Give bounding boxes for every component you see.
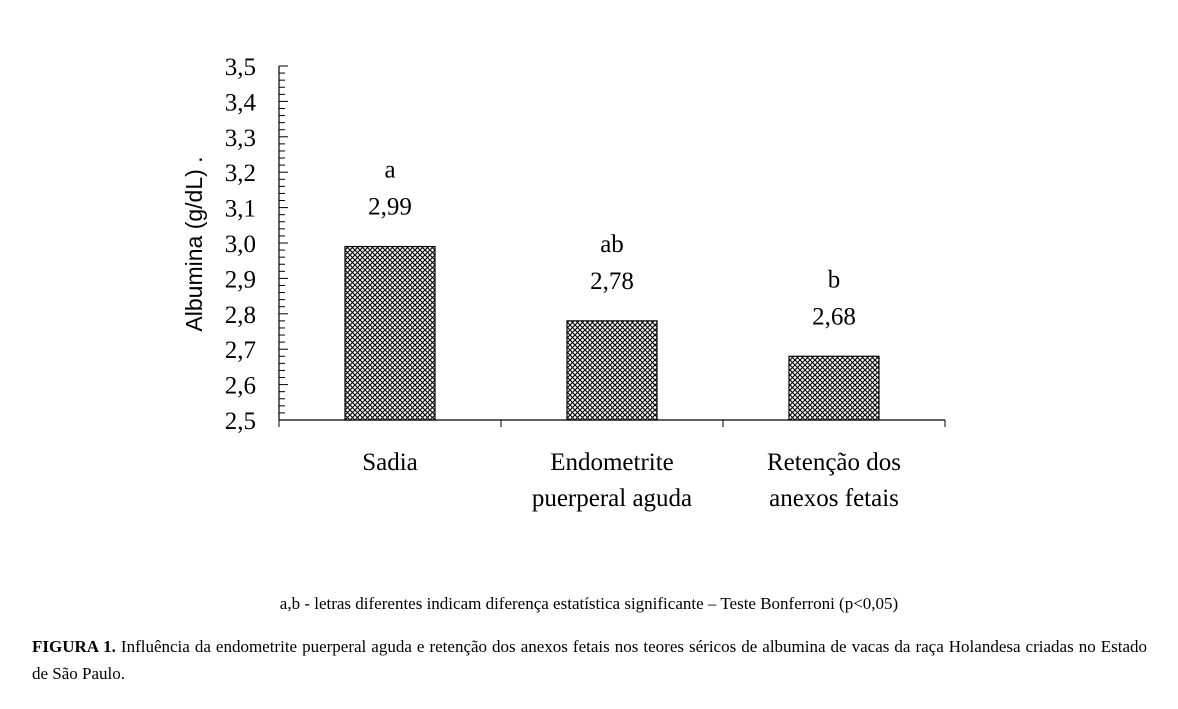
caption-label: FIGURA 1. bbox=[32, 637, 116, 656]
y-tick-label: 2,6 bbox=[224, 372, 256, 400]
y-tick-label: 3,3 bbox=[224, 124, 256, 152]
y-tick-label: 3,0 bbox=[224, 231, 256, 258]
y-tick-label: 2,7 bbox=[224, 337, 256, 365]
x-category-label: Retenção dos bbox=[767, 449, 901, 476]
footnote: a,b - letras diferentes indicam diferença estatística significante – Teste Bonferroni (p<0,05) bbox=[279, 594, 899, 613]
x-category-label: Sadia bbox=[362, 449, 418, 476]
figure-caption bbox=[32, 633, 1147, 687]
data-labels bbox=[368, 157, 856, 331]
x-category-label: puerperal aguda bbox=[531, 485, 693, 512]
y-tick-label: 3,2 bbox=[224, 160, 256, 188]
significance-letter: ab bbox=[600, 230, 624, 258]
y-axis-title: Albumina (g/dL) . bbox=[181, 156, 207, 332]
y-tick-label: 3,4 bbox=[224, 89, 256, 117]
bar bbox=[345, 247, 435, 420]
y-tick-label: 2,8 bbox=[224, 301, 256, 329]
y-axis bbox=[225, 54, 288, 435]
y-tick-label: 3,5 bbox=[224, 54, 256, 81]
significance-letter: a bbox=[384, 156, 396, 184]
y-tick-label: 3,1 bbox=[224, 195, 256, 223]
x-axis bbox=[279, 420, 945, 512]
x-category-label: anexos fetais bbox=[769, 485, 899, 512]
bar-value-label: 2,78 bbox=[590, 267, 634, 295]
x-category-label: Endometrite bbox=[550, 449, 674, 476]
caption-text: Influência da endometrite puerperal aguda e retenção dos anexos fetais nos teores séricos de albumina de vacas da raça Holandesa criadas no Estado de São Paulo. bbox=[32, 637, 1147, 683]
bar-value-label: 2,99 bbox=[368, 193, 412, 221]
bar bbox=[567, 321, 657, 420]
significance-letter: b bbox=[827, 266, 841, 294]
bar-value-label: 2,68 bbox=[812, 303, 856, 331]
y-tick-label: 2,5 bbox=[224, 408, 256, 435]
y-tick-label: 2,9 bbox=[224, 266, 256, 294]
bar bbox=[789, 356, 879, 420]
